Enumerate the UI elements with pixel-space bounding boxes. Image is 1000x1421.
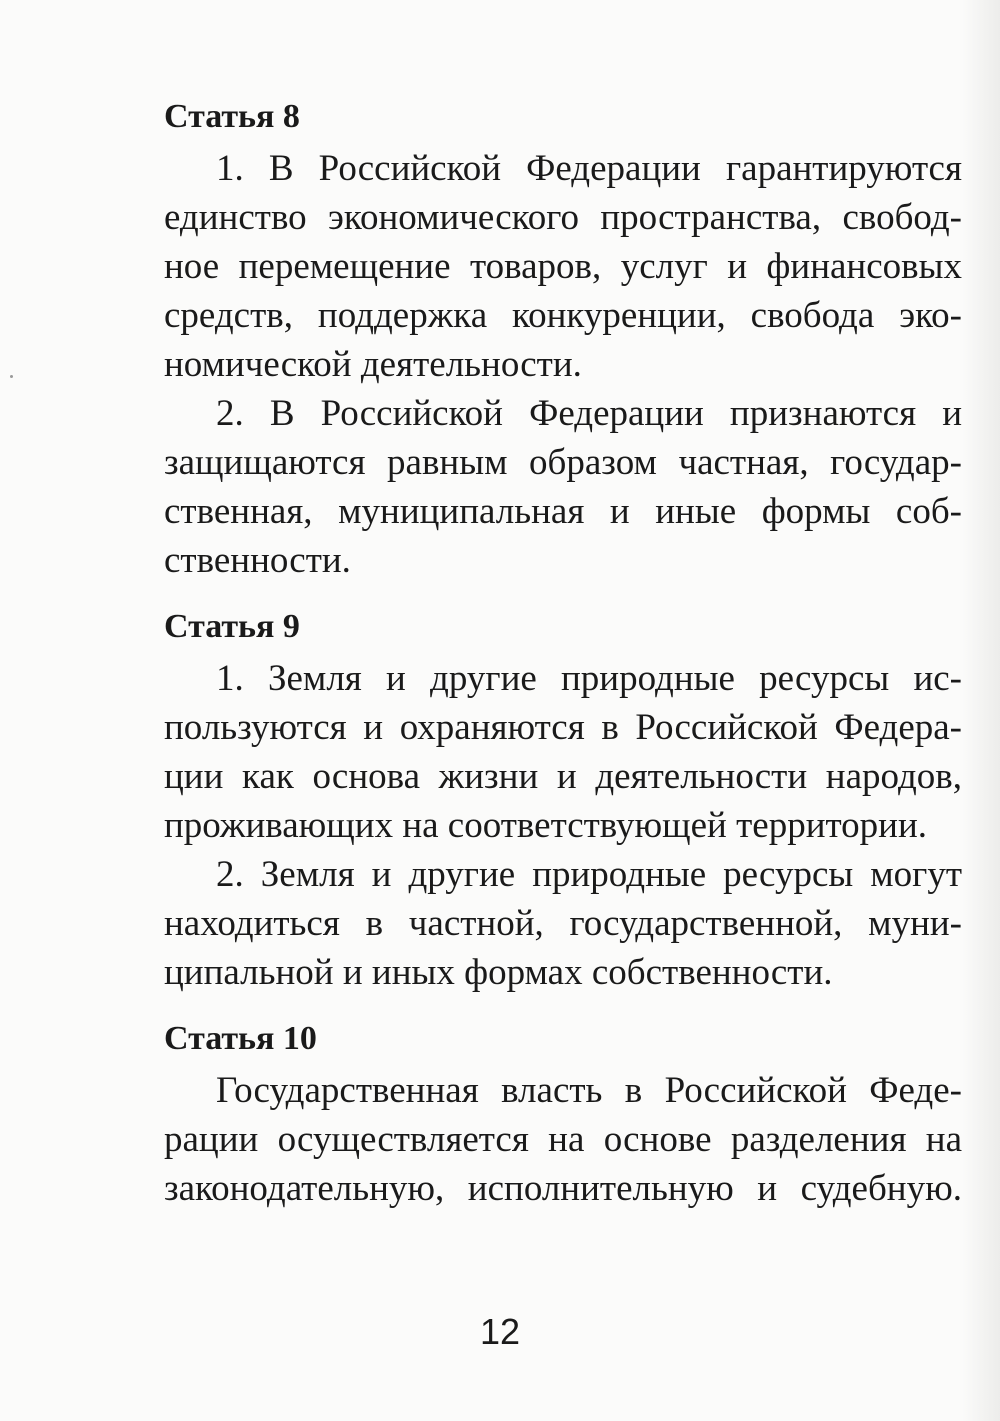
spacer [112,997,962,1014]
page-number: 12 [479,1311,521,1352]
text-line: номической деятельности. [164,344,582,385]
scan-speck [10,375,13,378]
article-paragraph [112,144,962,389]
text-line: ное перемещение товаров, услуг и финансовых [164,246,962,287]
article-heading: Статья 8 [164,98,300,135]
article-paragraph [112,1066,962,1213]
text-line: рации осуществляется на основе разделения на [164,1119,962,1160]
text-line: законодательную, исполнительную и судебную. [164,1168,962,1209]
article-paragraph [112,850,962,997]
article-8 [112,92,962,585]
text-line: Государственная власть в Российской Феде- [216,1070,962,1111]
text-line: средств, поддержка конкуренции, свобода эко- [164,295,962,336]
text-line: ственности. [164,540,351,581]
page-text [112,92,962,1213]
text-line: пользуются и охраняются в Российской Федера- [164,707,962,748]
article-heading: Статья 10 [164,1020,317,1057]
spacer [112,585,962,602]
text-line: 1. В Российской Федерации гарантируются [216,148,962,189]
article-9 [112,602,962,997]
article-heading: Статья 9 [164,608,300,645]
page-edge-shadow [962,0,1000,1421]
text-line: ственная, муниципальная и иные формы соб- [164,491,962,532]
text-line: 2. Земля и другие природные ресурсы могут [216,854,962,895]
article-10 [112,1014,962,1213]
article-paragraph [112,654,962,850]
text-line: защищаются равным образом частная, государ- [164,442,962,483]
text-line: 1. Земля и другие природные ресурсы ис- [216,658,962,699]
text-line: находиться в частной, государственной, муни- [164,903,962,944]
article-paragraph [112,389,962,585]
text-line: 2. В Российской Федерации признаются и [216,393,962,434]
text-line: единство экономического пространства, свобод- [164,197,962,238]
text-line: ципальной и иных формах собственности. [164,952,833,993]
text-line: ции как основа жизни и деятельности народов, [164,756,962,797]
text-line: проживающих на соответствующей территории. [164,805,928,846]
